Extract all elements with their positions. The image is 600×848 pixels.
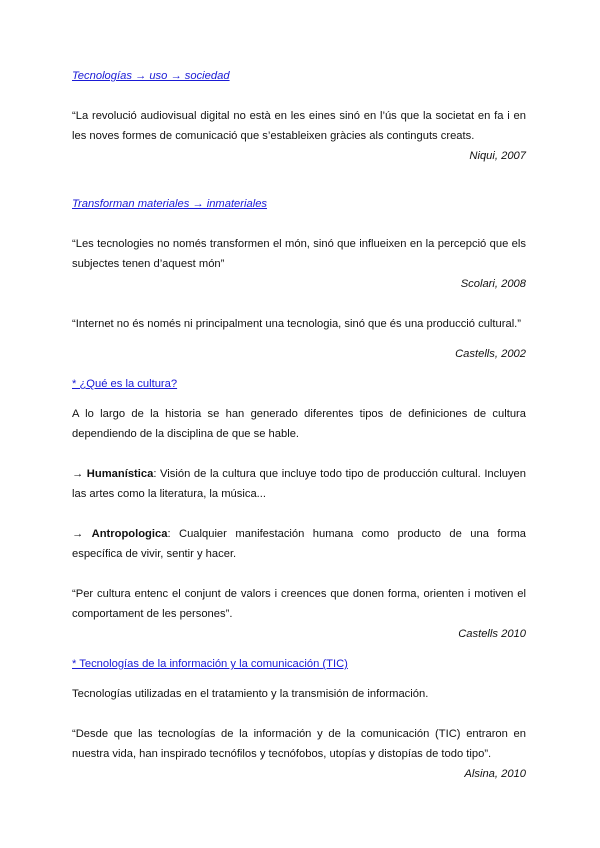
heading-ict[interactable]: * Tecnologías de la información y la comunicación (TIC) — [72, 658, 348, 670]
citation-castells-2002: Castells, 2002 — [455, 348, 526, 360]
spacer — [72, 364, 526, 374]
heading-material-immaterial[interactable]: Transforman materiales → inmateriales — [72, 198, 268, 210]
spacer — [72, 334, 526, 344]
heading-what-is-culture[interactable]: * ¿Qué es la cultura? — [72, 378, 178, 390]
heading-technologies-use-society[interactable]: Tecnologías → uso → sociedad — [72, 70, 230, 82]
culture-anthropological — [72, 524, 526, 564]
quote-castells-2002: “Internet no és només ni principalment una tecnologia, sinó que és una producció cultural.” — [72, 318, 522, 330]
citation-alsina: Alsina, 2010 — [464, 768, 526, 780]
spacer — [72, 674, 526, 684]
spacer — [72, 394, 526, 404]
ict-intro: Tecnologías utilizadas en el tratamiento y la transmisión de información. — [72, 688, 429, 700]
term-anthropological: Antropologica — [91, 528, 168, 540]
humanistic-definition: : Visión de la cultura que incluye todo tipo de producción cultural. Incluyen las artes como la literatura, la música... — [72, 468, 526, 500]
document-page — [72, 66, 526, 784]
quote-niqui: “La revolució audiovisual digital no està en les eines sinó en l’ús que la societat en fa i en les noves formes de comunicació que s’estableixen gràcies als continguts creats. — [72, 110, 526, 142]
spacer — [72, 214, 526, 234]
arrow-icon: → — [72, 528, 84, 540]
quote-scolari: “Les tecnologies no només transformen el món, sinó que influeixen en la percepció que els subjectes tenen d’aquest món” — [72, 238, 526, 270]
spacer — [72, 444, 526, 464]
anthropological-definition: : Cualquier manifestación humana como producto de una forma específica de vivir, sentir y hacer. — [72, 528, 526, 560]
quote-alsina: “Desde que las tecnologías de la información y de la comunicación (TIC) entraron en nuestra vida, han inspirado tecnófilos y tecnófobos, utopías y distopías de todo tipo”. — [72, 728, 526, 760]
term-humanistic: Humanística — [86, 468, 154, 480]
spacer — [72, 86, 526, 106]
spacer — [72, 644, 526, 654]
spacer — [72, 294, 526, 314]
spacer — [72, 504, 526, 524]
citation-niqui: Niqui, 2007 — [469, 150, 526, 162]
spacer — [72, 166, 526, 194]
culture-intro: A lo largo de la historia se han generado diferentes tipos de definiciones de cultura dependiendo de la disciplina de que se hable. — [72, 408, 526, 440]
quote-castells-2010: “Per cultura entenc el conjunt de valors i creences que donen forma, orienten i motiven el comportament de les persones”. — [72, 588, 526, 620]
spacer — [72, 564, 526, 584]
citation-castells-2010: Castells 2010 — [458, 628, 526, 640]
spacer — [72, 704, 526, 724]
culture-humanistic — [72, 464, 526, 504]
arrow-icon: → — [72, 468, 84, 480]
citation-scolari: Scolari, 2008 — [460, 278, 526, 290]
